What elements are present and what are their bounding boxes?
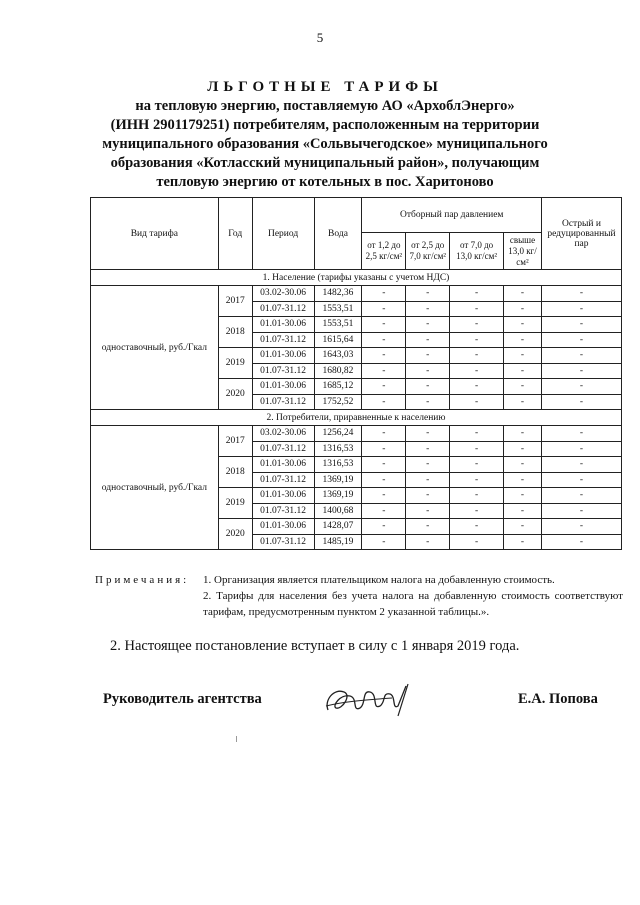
water-tariff-cell: 1369,19 — [314, 472, 362, 488]
empty-tariff-cell: - — [362, 426, 406, 442]
empty-tariff-cell: - — [450, 332, 504, 348]
empty-tariff-cell: - — [504, 441, 542, 457]
empty-tariff-cell: - — [406, 503, 450, 519]
empty-tariff-cell: - — [541, 379, 621, 395]
period-cell: 01.01-30.06 — [252, 488, 314, 504]
header-year: Год — [218, 198, 252, 270]
header-steam-4: свыше 13,0 кг/см² — [504, 233, 542, 270]
empty-tariff-cell: - — [406, 348, 450, 364]
empty-tariff-cell: - — [450, 379, 504, 395]
period-cell: 01.07-31.12 — [252, 534, 314, 550]
year-cell: 2020 — [218, 519, 252, 550]
header-period: Период — [252, 198, 314, 270]
period-cell: 03.02-30.06 — [252, 426, 314, 442]
title-heading: ЛЬГОТНЫЕ ТАРИФЫ — [207, 79, 443, 95]
empty-tariff-cell: - — [362, 301, 406, 317]
empty-tariff-cell: - — [362, 348, 406, 364]
empty-tariff-cell: - — [450, 472, 504, 488]
period-cell: 01.07-31.12 — [252, 332, 314, 348]
tariffs-table — [90, 197, 622, 550]
empty-tariff-cell: - — [406, 488, 450, 504]
header-water: Вода — [314, 198, 362, 270]
title-line: тепловую энергию от котельных в пос. Харитоново — [156, 174, 494, 190]
period-cell: 01.07-31.12 — [252, 472, 314, 488]
empty-tariff-cell: - — [362, 286, 406, 302]
year-cell: 2019 — [218, 348, 252, 379]
empty-tariff-cell: - — [450, 503, 504, 519]
period-cell: 01.07-31.12 — [252, 394, 314, 410]
empty-tariff-cell: - — [362, 441, 406, 457]
period-cell: 01.07-31.12 — [252, 363, 314, 379]
empty-tariff-cell: - — [541, 348, 621, 364]
water-tariff-cell: 1553,51 — [314, 301, 362, 317]
empty-tariff-cell: - — [541, 457, 621, 473]
period-cell: 01.01-30.06 — [252, 457, 314, 473]
empty-tariff-cell: - — [504, 457, 542, 473]
empty-tariff-cell: - — [504, 534, 542, 550]
empty-tariff-cell: - — [362, 332, 406, 348]
empty-tariff-cell: - — [406, 519, 450, 535]
empty-tariff-cell: - — [504, 363, 542, 379]
empty-tariff-cell: - — [450, 394, 504, 410]
period-cell: 01.01-30.06 — [252, 317, 314, 333]
empty-tariff-cell: - — [504, 379, 542, 395]
notes-label: Примечания: — [95, 574, 190, 586]
empty-tariff-cell: - — [504, 472, 542, 488]
water-tariff-cell: 1369,19 — [314, 488, 362, 504]
empty-tariff-cell: - — [406, 457, 450, 473]
handwritten-signature — [322, 680, 412, 720]
empty-tariff-cell: - — [504, 332, 542, 348]
empty-tariff-cell: - — [541, 332, 621, 348]
empty-tariff-cell: - — [362, 488, 406, 504]
empty-tariff-cell: - — [504, 317, 542, 333]
empty-tariff-cell: - — [362, 503, 406, 519]
empty-tariff-cell: - — [362, 363, 406, 379]
note-item-2: 2. Тарифы для населения без учета налога на добавленную стоимость соответствуют тарифам, предусмотренным пунктом 2 указанной таблицы.». — [203, 590, 623, 618]
header-steam-1: от 1,2 до 2,5 кг/см² — [362, 233, 406, 270]
empty-tariff-cell: - — [541, 503, 621, 519]
empty-tariff-cell: - — [450, 317, 504, 333]
empty-tariff-cell: - — [541, 426, 621, 442]
empty-tariff-cell: - — [406, 317, 450, 333]
empty-tariff-cell: - — [541, 488, 621, 504]
period-cell: 01.07-31.12 — [252, 301, 314, 317]
year-cell: 2017 — [218, 426, 252, 457]
title-line: на тепловую энергию, поставляемую АО «АрхоблЭнерго» — [135, 98, 515, 114]
year-cell: 2017 — [218, 286, 252, 317]
empty-tariff-cell: - — [541, 472, 621, 488]
empty-tariff-cell: - — [541, 534, 621, 550]
water-tariff-cell: 1482,36 — [314, 286, 362, 302]
title-line: (ИНН 2901179251) потребителям, расположенным на территории — [110, 117, 540, 133]
empty-tariff-cell: - — [450, 348, 504, 364]
empty-tariff-cell: - — [504, 503, 542, 519]
empty-tariff-cell: - — [450, 457, 504, 473]
document-title — [90, 78, 560, 192]
water-tariff-cell: 1615,64 — [314, 332, 362, 348]
empty-tariff-cell: - — [504, 394, 542, 410]
period-cell: 01.07-31.12 — [252, 503, 314, 519]
year-cell: 2018 — [218, 457, 252, 488]
water-tariff-cell: 1685,12 — [314, 379, 362, 395]
year-cell: 2020 — [218, 379, 252, 410]
water-tariff-cell: 1752,52 — [314, 394, 362, 410]
empty-tariff-cell: - — [450, 519, 504, 535]
signatory-name: Е.А. Попова — [518, 691, 598, 707]
title-line: образования «Котласский муниципальный район», получающим — [110, 155, 540, 171]
empty-tariff-cell: - — [406, 286, 450, 302]
header-tariff-type: Вид тарифа — [91, 198, 219, 270]
effective-date-paragraph: 2. Настоящее постановление вступает в силу с 1 января 2019 года. — [110, 638, 520, 654]
tariff-type-cell: одноставочный, руб./Гкал — [91, 426, 219, 550]
empty-tariff-cell: - — [450, 286, 504, 302]
empty-tariff-cell: - — [450, 488, 504, 504]
empty-tariff-cell: - — [450, 301, 504, 317]
empty-tariff-cell: - — [450, 441, 504, 457]
empty-tariff-cell: - — [450, 363, 504, 379]
water-tariff-cell: 1553,51 — [314, 317, 362, 333]
year-cell: 2019 — [218, 488, 252, 519]
water-tariff-cell: 1256,24 — [314, 426, 362, 442]
empty-tariff-cell: - — [541, 363, 621, 379]
empty-tariff-cell: - — [406, 534, 450, 550]
section-row — [91, 270, 622, 286]
empty-tariff-cell: - — [406, 332, 450, 348]
water-tariff-cell: 1316,53 — [314, 441, 362, 457]
empty-tariff-cell: - — [406, 301, 450, 317]
header-sharp-steam: Острый и редуцированный пар — [541, 198, 621, 270]
water-tariff-cell: 1400,68 — [314, 503, 362, 519]
empty-tariff-cell: - — [541, 301, 621, 317]
empty-tariff-cell: - — [362, 317, 406, 333]
empty-tariff-cell: - — [362, 519, 406, 535]
empty-tariff-cell: - — [541, 286, 621, 302]
water-tariff-cell: 1643,03 — [314, 348, 362, 364]
header-steam-2: от 2,5 до 7,0 кг/см² — [406, 233, 450, 270]
empty-tariff-cell: - — [541, 394, 621, 410]
empty-tariff-cell: - — [406, 379, 450, 395]
empty-tariff-cell: - — [406, 441, 450, 457]
empty-tariff-cell: - — [362, 457, 406, 473]
empty-tariff-cell: - — [541, 519, 621, 535]
water-tariff-cell: 1485,19 — [314, 534, 362, 550]
scan-mark — [236, 736, 237, 742]
period-cell: 01.07-31.12 — [252, 441, 314, 457]
table-row — [91, 426, 622, 442]
title-line: муниципального образования «Сольвычегодское» муниципального — [102, 136, 548, 152]
water-tariff-cell: 1428,07 — [314, 519, 362, 535]
section-title: 1. Население (тарифы указаны с учетом НДС) — [91, 270, 622, 286]
section-title: 2. Потребители, приравненные к населению — [91, 410, 622, 426]
tariff-type-cell: одноставочный, руб./Гкал — [91, 286, 219, 410]
empty-tariff-cell: - — [406, 472, 450, 488]
empty-tariff-cell: - — [541, 441, 621, 457]
empty-tariff-cell: - — [362, 379, 406, 395]
empty-tariff-cell: - — [450, 426, 504, 442]
empty-tariff-cell: - — [504, 286, 542, 302]
empty-tariff-cell: - — [504, 488, 542, 504]
empty-tariff-cell: - — [406, 426, 450, 442]
year-cell: 2018 — [218, 317, 252, 348]
header-steam-group: Отборный пар давлением — [362, 198, 542, 233]
period-cell: 01.01-30.06 — [252, 348, 314, 364]
empty-tariff-cell: - — [406, 394, 450, 410]
table-body — [91, 270, 622, 550]
period-cell: 01.01-30.06 — [252, 519, 314, 535]
empty-tariff-cell: - — [504, 426, 542, 442]
empty-tariff-cell: - — [362, 534, 406, 550]
empty-tariff-cell: - — [450, 534, 504, 550]
note-item-1: 1. Организация является плательщиком налога на добавленную стоимость. — [203, 574, 555, 586]
empty-tariff-cell: - — [362, 394, 406, 410]
water-tariff-cell: 1680,82 — [314, 363, 362, 379]
empty-tariff-cell: - — [362, 472, 406, 488]
table-row — [91, 286, 622, 302]
page-number: 5 — [316, 30, 324, 45]
period-cell: 01.01-30.06 — [252, 379, 314, 395]
empty-tariff-cell: - — [504, 301, 542, 317]
empty-tariff-cell: - — [541, 317, 621, 333]
empty-tariff-cell: - — [504, 519, 542, 535]
water-tariff-cell: 1316,53 — [314, 457, 362, 473]
period-cell: 03.02-30.06 — [252, 286, 314, 302]
empty-tariff-cell: - — [504, 348, 542, 364]
empty-tariff-cell: - — [406, 363, 450, 379]
section-row — [91, 410, 622, 426]
header-steam-3: от 7,0 до 13,0 кг/см² — [450, 233, 504, 270]
signatory-position: Руководитель агентства — [103, 691, 262, 707]
